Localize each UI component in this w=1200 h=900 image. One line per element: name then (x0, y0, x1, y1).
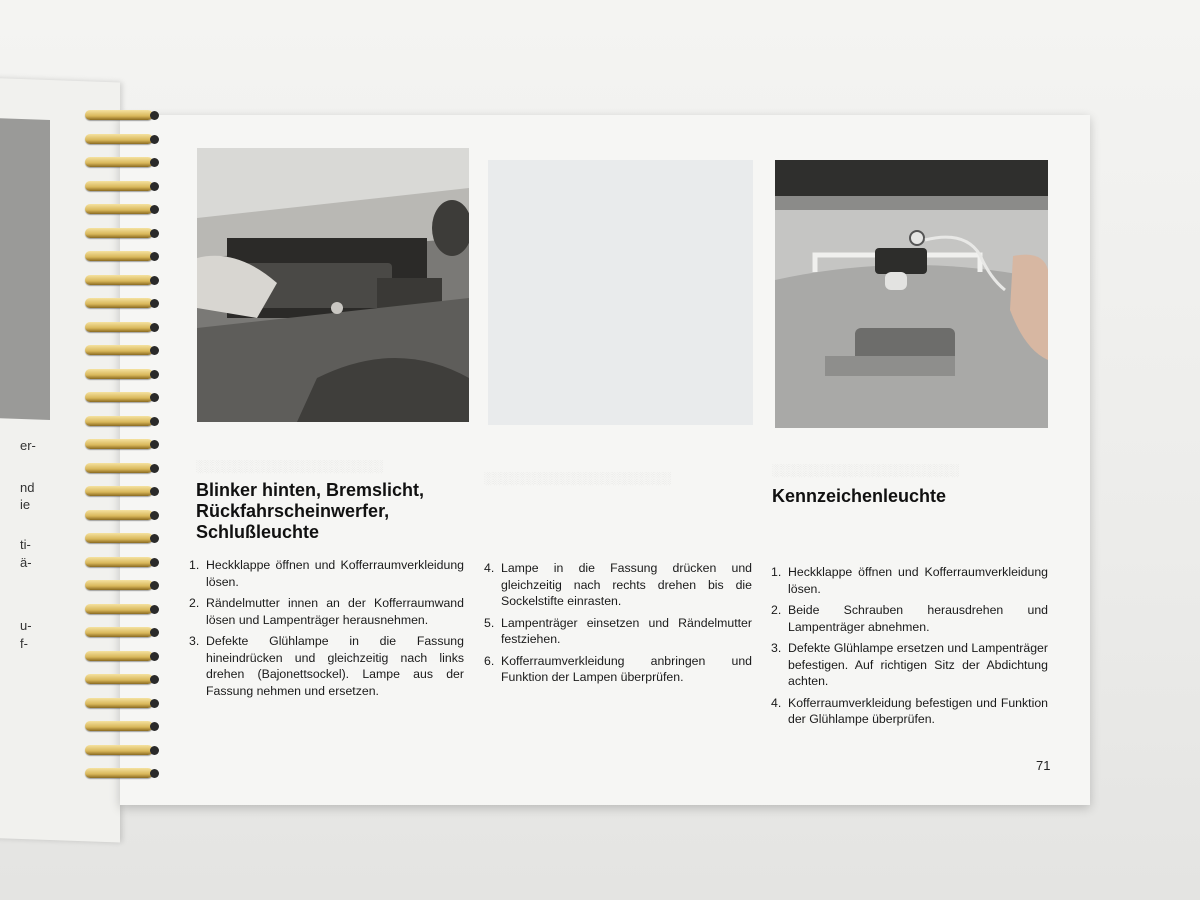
spiral-ring (85, 768, 153, 778)
spiral-ring (85, 745, 153, 755)
step-text: Beide Schrauben herausdrehen und Lampenträger abnehmen. (788, 603, 1048, 634)
spiral-ring (85, 463, 153, 473)
step-text: Kofferraumverkleidung befestigen und Funktion der Glühlampe überprüfen. (788, 695, 1048, 726)
step-number: 3. (189, 634, 200, 648)
step-number: 3. (771, 641, 782, 655)
spiral-ring (85, 157, 153, 167)
spiral-ring (85, 416, 153, 426)
steps-list-rear-lights-continued (484, 560, 752, 691)
step-item (484, 653, 752, 686)
step-number: 5. (484, 615, 495, 630)
spiral-ring (85, 510, 153, 520)
spiral-ring (85, 181, 153, 191)
spiral-ring (85, 604, 153, 614)
left-fragment: u- (20, 618, 32, 633)
rear-lamp-photo-graphic (197, 148, 469, 422)
step-item (771, 602, 1048, 635)
spiral-ring (85, 134, 153, 144)
steps-list-license-lamp (771, 564, 1048, 733)
spiral-ring (85, 369, 153, 379)
left-page-photo (0, 118, 50, 420)
left-fragment: ie (20, 497, 31, 512)
left-fragment: nd (20, 480, 35, 495)
spiral-binding (85, 110, 160, 810)
photo-license-plate-lamp (775, 160, 1048, 428)
left-fragment: f- (20, 636, 28, 651)
spiral-ring (85, 345, 153, 355)
step-text: Lampenträger einsetzen und Rändelmutter festziehen. (501, 615, 752, 646)
step-number: 1. (189, 558, 200, 572)
step-number: 6. (484, 653, 495, 668)
spiral-ring (85, 651, 153, 661)
step-text: Kofferraumverkleidung anbringen und Funktion der Lampen überprüfen. (501, 653, 752, 684)
spiral-ring (85, 674, 153, 684)
bleed-through-text: ░░░░░░░░░░░░░░░░░░░░░░ (196, 459, 384, 473)
step-text: Defekte Glühlampe in die Fassung hineindrücken und gleichzeitig nach links drehen (Bajonettsockel). Lampe aus der Fassung nehmen und ersetzen. (206, 634, 464, 698)
spiral-ring (85, 228, 153, 238)
step-item (771, 640, 1048, 690)
page-number: 71 (1036, 758, 1051, 773)
step-item (189, 557, 464, 590)
spiral-ring (85, 298, 153, 308)
bleed-through-text: ░░░░░░░░░░░░░░░░░░░░░░ (772, 463, 960, 477)
spiral-ring (85, 439, 153, 449)
spiral-ring (85, 698, 153, 708)
step-item (189, 595, 464, 628)
bleed-through-text: ░░░░░░░░░░░░░░░░░░░░░░ (484, 471, 672, 485)
spiral-ring (85, 580, 153, 590)
step-text: Rändelmutter innen an der Kofferraumwand lösen und Lampenträger herausnehmen. (206, 596, 464, 627)
spiral-ring (85, 275, 153, 285)
step-item (189, 633, 464, 699)
spiral-ring (85, 322, 153, 332)
spiral-ring (85, 251, 153, 261)
left-fragment: ä- (20, 555, 32, 570)
step-number: 2. (771, 603, 782, 617)
spiral-ring (85, 533, 153, 543)
step-number: 4. (771, 695, 782, 710)
step-number: 1. (771, 565, 782, 579)
photo-rear-lamp-carrier (197, 148, 469, 422)
blank-photo-area (488, 160, 753, 425)
spiral-ring (85, 557, 153, 567)
step-text: Heckklappe öffnen und Kofferraumverkleidung lösen. (206, 558, 464, 589)
step-number: 2. (189, 596, 200, 610)
left-fragment: er- (20, 438, 36, 453)
license-lamp-photo-graphic (775, 160, 1048, 428)
step-text: Heckklappe öffnen und Kofferraumverkleidung lösen. (788, 565, 1048, 596)
spiral-ring (85, 627, 153, 637)
step-number: 4. (484, 561, 495, 575)
spiral-ring (85, 110, 153, 120)
step-item (771, 695, 1048, 728)
step-item (771, 564, 1048, 597)
section-heading-rear-lights: Blinker hinten, Bremslicht, Rückfahrscheinwerfer, Schlußleuchte (196, 480, 425, 542)
step-text: Defekte Glühlampe ersetzen und Lampenträger befestigen. Auf richtigen Sitz der Abdichtung achten. (788, 641, 1048, 688)
spiral-ring (85, 204, 153, 214)
spiral-ring (85, 392, 153, 402)
step-item (484, 560, 752, 610)
section-heading-license-lamp: Kennzeichenleuchte (772, 486, 947, 506)
spiral-ring (85, 486, 153, 496)
step-item (484, 615, 752, 648)
spiral-ring (85, 721, 153, 731)
steps-list-rear-lights (189, 557, 464, 704)
left-fragment: ti- (20, 537, 31, 552)
step-text: Lampe in die Fassung drücken und gleichzeitig nach rechts drehen bis die Sockelstifte einrasten. (501, 561, 752, 608)
